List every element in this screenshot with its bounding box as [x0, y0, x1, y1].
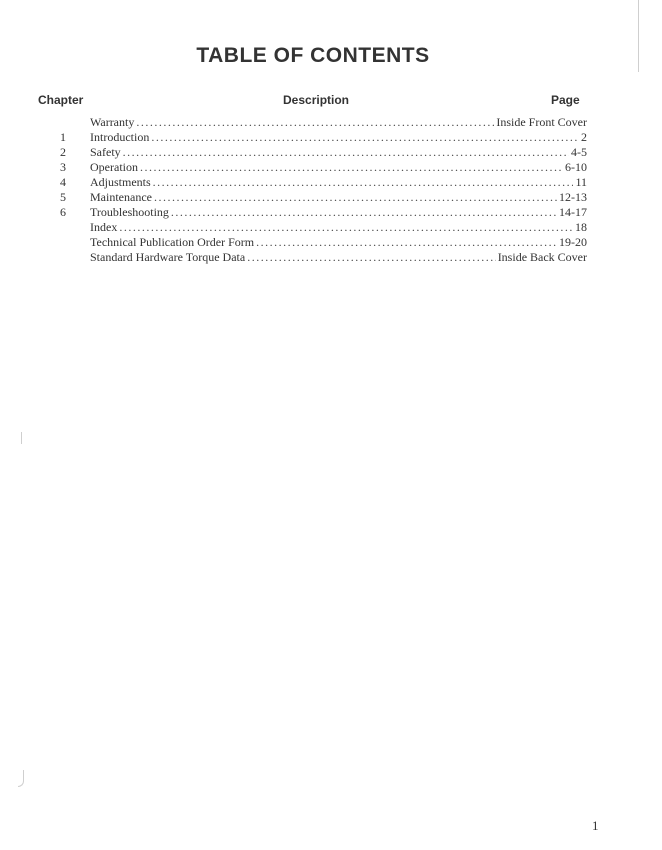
toc-entry	[90, 160, 587, 175]
dot-leader	[151, 130, 579, 145]
page-number: 1	[592, 818, 599, 833]
page-column-header: Page	[551, 93, 580, 107]
toc-description: Adjustments	[90, 175, 151, 189]
toc-entry	[90, 190, 587, 205]
toc-page: 4-5	[571, 145, 587, 159]
page-title: TABLE OF CONTENTS	[196, 44, 430, 67]
toc-description: Operation	[90, 160, 138, 174]
toc-page: 14-17	[559, 205, 587, 219]
toc-row	[0, 190, 662, 205]
dot-leader	[256, 235, 557, 250]
toc-row	[0, 115, 662, 130]
dot-leader	[123, 145, 569, 160]
toc-chapter-number: 4	[60, 175, 66, 189]
toc-description: Standard Hardware Torque Data	[90, 250, 246, 264]
toc-description: Maintenance	[90, 190, 152, 204]
toc-page: Inside Back Cover	[497, 250, 587, 264]
toc-entry	[90, 145, 587, 160]
toc-page: Inside Front Cover	[496, 115, 587, 129]
toc-description: Index	[90, 220, 118, 234]
toc-row	[0, 220, 662, 235]
toc-row	[0, 175, 662, 190]
scan-artifact	[638, 0, 639, 72]
toc-description: Warranty	[90, 115, 135, 129]
toc-chapter-number: 6	[60, 205, 66, 219]
dot-leader	[154, 190, 557, 205]
toc-page: 12-13	[559, 190, 587, 204]
toc-description: Safety	[90, 145, 121, 159]
dot-leader	[119, 220, 573, 235]
toc-chapter-number: 5	[60, 190, 66, 204]
toc-row	[0, 250, 662, 265]
toc-chapter-number: 1	[60, 130, 66, 144]
toc-page: 11	[575, 175, 587, 189]
toc-row	[0, 205, 662, 220]
toc-entry	[90, 220, 587, 235]
toc-row	[0, 145, 662, 160]
toc-entry	[90, 235, 587, 250]
toc-row	[0, 130, 662, 145]
toc-description: Troubleshooting	[90, 205, 169, 219]
scan-artifact	[21, 432, 22, 444]
toc-row	[0, 160, 662, 175]
toc-description: Technical Publication Order Form	[90, 235, 255, 249]
toc-description: Introduction	[90, 130, 150, 144]
toc-page: 18	[575, 220, 587, 234]
dot-leader	[153, 175, 574, 190]
toc-chapter-number: 2	[60, 145, 66, 159]
toc-entry	[90, 115, 587, 130]
dot-leader	[247, 250, 495, 265]
scan-artifact	[18, 770, 24, 787]
toc-entry	[90, 205, 587, 220]
toc-page: 2	[581, 130, 587, 144]
dot-leader	[136, 115, 494, 130]
dot-leader	[171, 205, 557, 220]
toc-chapter-number: 3	[60, 160, 66, 174]
toc-entry	[90, 250, 587, 265]
toc-page: 19-20	[559, 235, 587, 249]
toc-row	[0, 235, 662, 250]
description-column-header: Description	[283, 93, 350, 107]
chapter-column-header: Chapter	[38, 93, 84, 107]
toc-page: 6-10	[565, 160, 587, 174]
toc-entry	[90, 175, 587, 190]
toc-entry	[90, 130, 587, 145]
dot-leader	[140, 160, 563, 175]
